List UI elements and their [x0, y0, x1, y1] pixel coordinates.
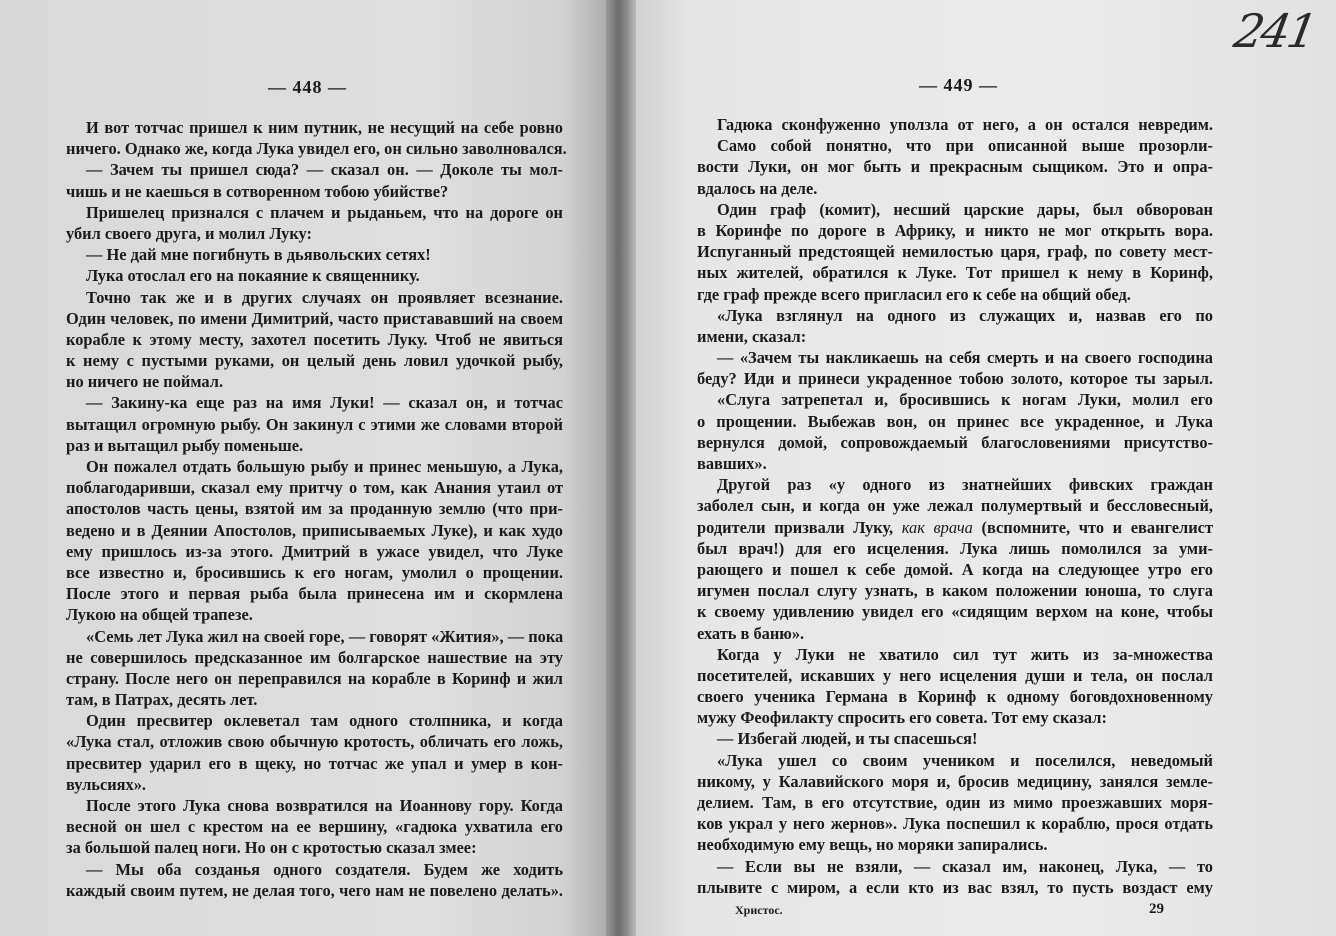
text-line: После этого и первая рыба была принесена им и скормлена [66, 584, 563, 604]
text-line: Гадюка сконфуженно уползла от него, а он остался невредим. [717, 115, 1213, 134]
text-line: — Если вы не взяли, — сказал им, наконец, Лука, — то [717, 856, 1213, 876]
text-line: Один человек, по имени Димитрий, часто пристававший на своем [66, 308, 563, 328]
text-line: апостолов часть цены, взятой им за проданную землю (что при- [66, 499, 563, 519]
text-line: плывите с миром, а если кто из вас взял, то пусть воздаст ему [697, 877, 1213, 897]
text-line: Когда у Луки не хватило сил тут жить из за-множества [717, 644, 1213, 664]
sheet-number: 29 [1149, 901, 1164, 917]
page-number: — 448 — [268, 77, 347, 97]
text-line: раз и вытащил рыбу поменьше. [66, 435, 304, 455]
text-segment: родители призвали Луку, [697, 517, 902, 537]
text-line: «Лука стал, отложив свою обычную кротость, обличать его ложь, [66, 732, 563, 752]
text-line: игумен послал слугу узнать, в каком положении юноша, то слуга [697, 581, 1213, 601]
text-line: рающего и пошел к себе домой. А когда на следующее утро его [697, 559, 1213, 579]
text-line: Лукою на общей трапезе. [66, 605, 253, 625]
text-line: был врач!) для его исцеления. Лука лишь помолился за уми- [697, 538, 1213, 558]
text-line: — «Зачем ты накликаешь на себя смерть и на своего господина [717, 348, 1213, 368]
text-line: но ничего не поймал. [66, 372, 224, 392]
text-line: необходимую ему вещь, но моряки запирались. [697, 835, 1048, 855]
text-line: Один пресвитер оклеветал там одного столпника, и когда [86, 711, 563, 731]
text-line: Само собой понятно, что при описанной выше прозорли- [717, 136, 1213, 156]
text-line: Точно так же и в других случаях он проявляет всезнание. [86, 287, 563, 307]
text-line: Пришелец признался с плачем и рыданьем, что на дороге он [86, 202, 563, 222]
text-line: к своему удивлению увидел его «сидящим верхом на коне, чтобы [697, 602, 1213, 622]
text-line: никому, у Калавийского моря и, бросив медицину, занялся земле- [697, 771, 1213, 791]
text-line: вытащил огромную рыбу. Он закинул с этими же словами второй [66, 414, 563, 434]
text-line: вульсиях». [66, 774, 147, 794]
text-line: весной он шел с крестом на ее вершину, «гадюка ухватила его [66, 817, 563, 837]
text-line: Испуганный предстоящей немилостью царя, граф, по совету мест- [697, 242, 1213, 262]
text-line: «Слуга затрепетал и, бросившись к ногам Луки, молил его [717, 390, 1213, 410]
text-line: ехать в баню». [697, 623, 805, 643]
book-gutter [606, 0, 640, 936]
text-line: за большой палец ноги. Но он с кротостью сказал змее: [66, 838, 477, 858]
text-line: посетителей, искавших у него исцеления души и тела, он послал [697, 665, 1213, 685]
text-line: беду? Иди и принеси украденное тобою золото, которое ты зарыл. [697, 369, 1213, 389]
text-line: Лука отослал его на покаяние к священнику. [86, 266, 420, 286]
text-line [697, 517, 1213, 538]
text-line: ему пришлось из-за этого. Дмитрий в ужасе увидел, что Луке [66, 541, 563, 561]
text-line: «Семь лет Лука жил на своей горе, — говорят «Жития», — пока [86, 626, 564, 646]
text-line: — Избегай людей, и ты спасешься! [717, 729, 978, 749]
text-line: «Лука ушел со своим учеником и поселился, неведомый [717, 750, 1213, 770]
page-number: — 449 — [919, 75, 998, 95]
right-page [636, 0, 1336, 936]
text-line: поблагодаривши, сказал ему притчу о том, как Анания утаил от [66, 478, 563, 498]
text-line: вернулся домой, сопровождаемый благословениями присутство- [697, 432, 1213, 452]
right-page-text [697, 114, 1213, 898]
text-line: — Не дай мне погибнуть в дьявольских сетях! [86, 245, 431, 265]
text-line: о прощении. Выбежав вон, он принес все украденное, и Лука [697, 411, 1213, 431]
left-page-text [66, 117, 567, 901]
text-line: ных жителей, обратился к Луке. Тот пришел к нему в Коринф, [697, 263, 1213, 283]
text-line: Один граф (комит), несший царские дары, был обворован [717, 199, 1213, 219]
text-line: в Коринфе по дороге в Африку, и никто не мог открыть вора. [697, 220, 1213, 240]
text-line: — Мы оба созданья одного создателя. Будем же ходить [86, 859, 563, 879]
text-line: пресвитер ударил его в щеку, но тотчас же упал и умер в кон- [66, 753, 563, 773]
text-line: Другой раз «у одного из знатнейших фивских граждан [717, 475, 1213, 495]
text-line: к нему с пустыми руками, он целый день ловил удочкой рыбу, [66, 351, 563, 371]
signature-mark: Христос. [735, 903, 783, 917]
text-line: имени, сказал: [697, 326, 807, 346]
text-line: заболел сын, и когда он уже лежал полумертвый и бессловесный, [697, 496, 1213, 516]
text-line: вости Луки, он мог быть и прекрасным сыщиком. Это и опра- [697, 157, 1213, 177]
text-line: корабле к этому месту, захотел посетить Луку. Чтоб не явиться [66, 329, 563, 349]
text-line: своего ученика Германа в Коринф к одному боговдохновенному [697, 687, 1213, 707]
text-line: Он пожалел отдать большую рыбу и принес меньшую, а Лука, [86, 457, 563, 476]
text-line: ничего. Однако же, когда Лука увидел его, он сильно заволновался. [66, 139, 567, 159]
text-line: вдалось на деле. [697, 178, 818, 198]
text-line: ведено и в Деянии Апостолов, приписываемых Луке), и как худо [66, 520, 563, 540]
text-line: каждый своим путем, не делая того, чего нам не повелено делать». [66, 880, 563, 900]
text-line: — Закину-ка еще раз на имя Луки! — сказал он, и тотчас [86, 393, 563, 413]
handwritten-archive-number: 241 [1230, 4, 1319, 58]
text-line: где граф прежде всего пригласил его к себе на общий обед. [697, 284, 1131, 304]
text-line: вавших». [697, 454, 767, 473]
italic-text: как врача [901, 517, 973, 537]
left-page [0, 0, 612, 936]
text-line: делием. Там, в его отсутствие, один из мимо проезжавших моря- [697, 793, 1213, 812]
text-line: убил своего друга, и молил Луку: [66, 223, 312, 243]
text-line: мужу Феофилакту спросить его совета. Тот ему сказал: [697, 708, 1107, 728]
text-segment: (вспомните, что и евангелист [972, 517, 1213, 537]
text-line: ков украл у него жернов». Лука поспешил к кораблю, прося отдать [697, 814, 1213, 834]
text-line: — Зачем ты пришел сюда? — сказал он. — Доколе ты мол- [86, 160, 563, 180]
text-line: не совершилось предсказанное им болгарское нашествие на эту [66, 647, 563, 667]
text-line: там, в Патрах, десять лет. [66, 690, 258, 710]
text-line: «Лука взглянул на одного из служащих и, назвав его по [717, 305, 1213, 325]
text-line: После этого Лука снова возвратился на Иоаннову гору. Когда [86, 796, 563, 815]
text-line: страну. После него он переправился на корабле в Коринф и жил [66, 668, 563, 688]
text-line: И вот тотчас пришел к ним путник, не несущий на себе ровно [86, 118, 563, 137]
text-line: все известно и, бросившись к его ногам, умолил о прощении. [66, 562, 563, 582]
text-line: чишь и не каешься в сотворенном тобою убийстве? [66, 181, 449, 201]
